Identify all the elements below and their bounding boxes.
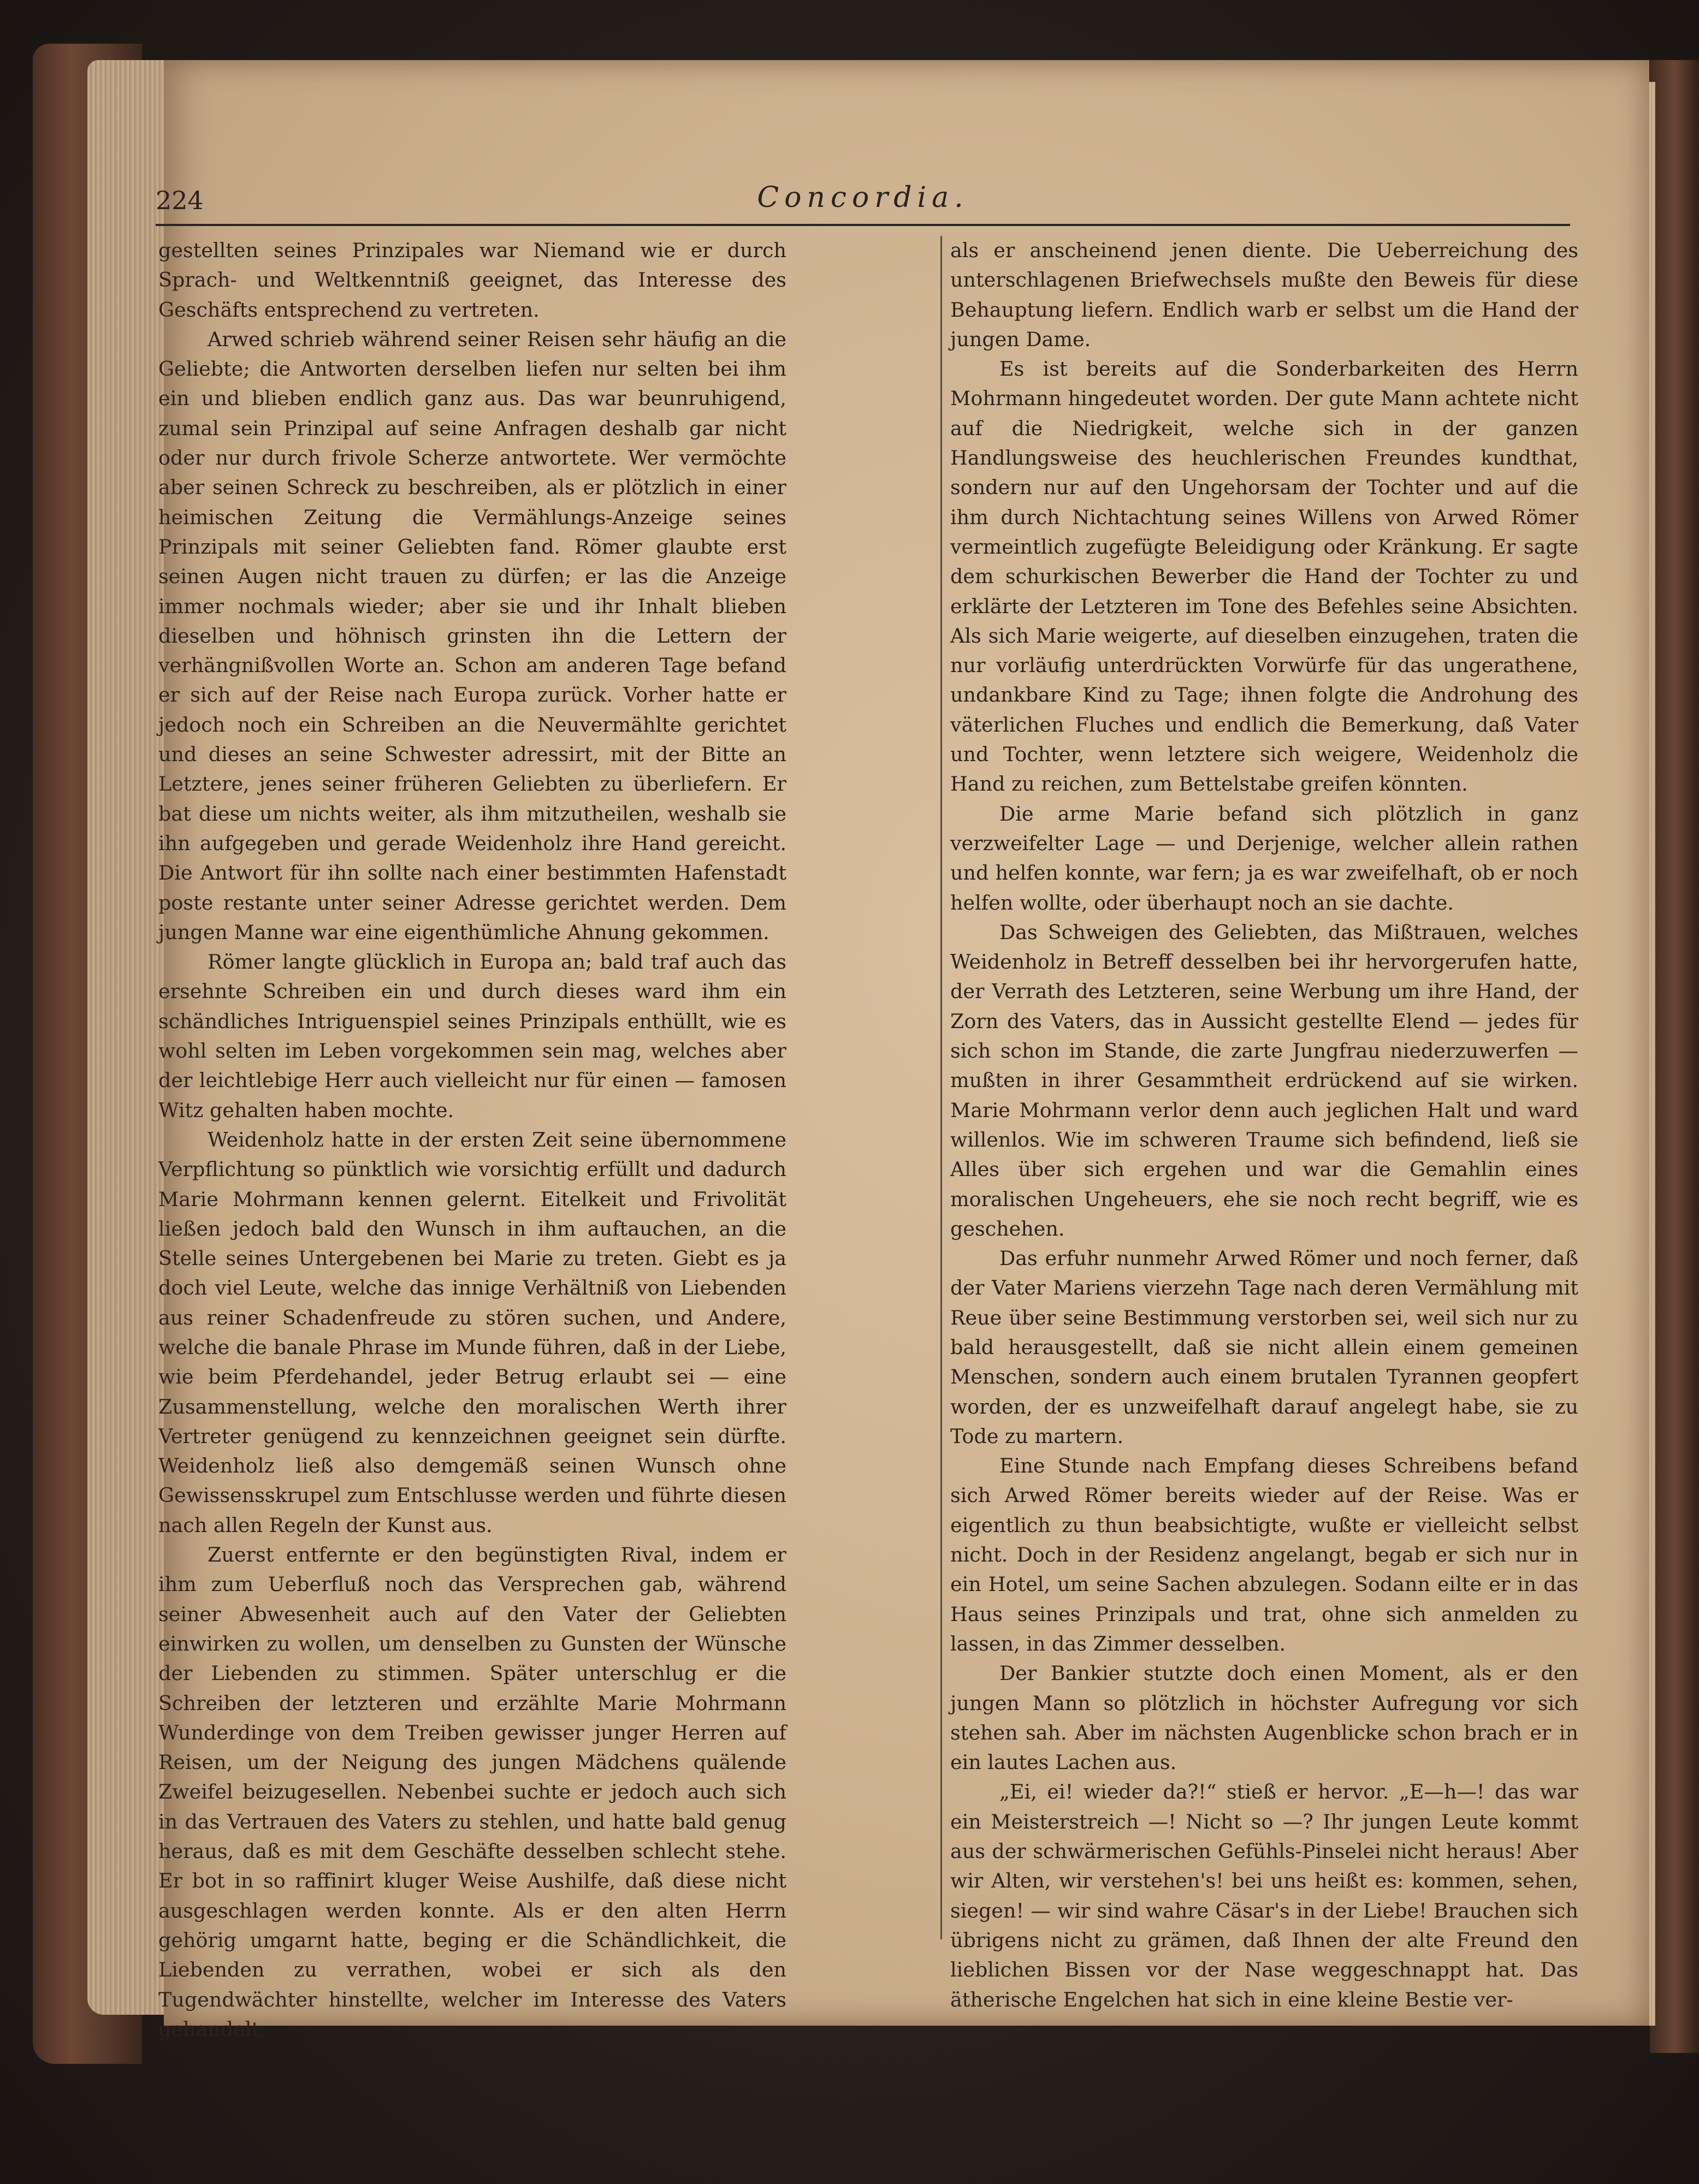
journal-title: Concordia. xyxy=(757,181,969,214)
paragraph: Es ist bereits auf die Sonderbarkeiten des Herrn Mohrmann hingedeutet worden. Der gute Mann achtete nicht auf die Niedrigkeit, welche sich in der ganzen Handlungsweise des heuchlerischen Freundes kundthat, sondern nur auf den Ungehorsam der Tochter und auf die ihm durch Nichtachtung seines Willens von Arwed Römer vermeintlich zugefügte Beleidigung oder Kränkung. Er sagte dem schurkischen Bewerber die Hand der Tochter zu und erklärte der Letzteren im Tone des Befehles seine Absichten. Als sich Marie weigerte, auf dieselben einzugehen, traten die nur vorläufig unterdrückten Vorwürfe für das ungerathene, undankbare Kind zu Tage; ihnen folgte die Androhung des väterlichen Fluches und endlich die Bemerkung, daß Vater und Tochter, wenn letztere sich weigere, Weidenholz die Hand zu reichen, zum Bettelstabe greifen könnten. xyxy=(950,357,1578,796)
column-divider xyxy=(940,236,942,1939)
paragraph: Das Schweigen des Geliebten, das Mißtrauen, welches Weidenholz in Betreff desselben bei ihr hervorgerufen hatte, der Verrath des Letzteren, seine Werbung um ihre Hand, der Zorn des Vaters, das in Aussicht gestellte Elend — jedes für sich schon im Stande, die zarte Jungfrau niederzuwerfen — mußten in ihrer Gesammtheit erdrückend auf sie wirken. Marie Mohrmann verlor denn auch jeglichen Halt und ward willenlos. Wie im schweren Traume sich befindend, ließ sie Alles über sich ergehen und war die Gemahlin eines moralischen Ungeheuers, ehe sie noch recht begriff, wie es geschehen. xyxy=(950,920,1578,1241)
paragraph: Der Bankier stutzte doch einen Moment, als er den jungen Mann so plötzlich in höchster Aufregung vor sich stehen sah. Aber im nächsten Augenblicke schon brach er in ein lautes Lachen aus. xyxy=(950,1661,1578,1775)
text-column-right xyxy=(950,236,1578,2011)
text-column-left xyxy=(158,236,786,2041)
paragraph: Zuerst entfernte er den begünstigten Rival, indem er ihm zum Ueberfluß noch das Versprechen gab, während seiner Abwesenheit auch auf den Vater der Geliebten einwirken zu wollen, um denselben zu Gunsten der Wünsche der Liebenden zu stimmen. Später unterschlug er die Schreiben der letzteren und erzählte Marie Mohrmann Wunderdinge von dem Treiben gewisser junger Herren auf Reisen, um der Neigung des jungen Mädchens quälende Zweifel beizugesellen. Nebenbei suchte er jedoch auch sich in das Vertrauen des Vaters zu stehlen, und hatte bald genug heraus, daß es mit dem Geschäfte desselben schlecht stehe. Er bot in so raffinirt kluger Weise Aushilfe, daß diese nicht ausgeschlagen werden konnte. Als er den alten Herrn gehörig umgarnt hatte, beging er die Schändlichkeit, die Liebenden zu verrathen, wobei er sich als den Tugendwächter hinstellte, welcher im Interesse des Vaters gehandelt, xyxy=(158,1543,786,2041)
page-number: 224 xyxy=(156,186,204,215)
paragraph: „Ei, ei! wieder da?!“ stieß er hervor. „E—h—! das war ein Meisterstreich —! Nicht so —? Ihr jungen Leute kommt aus der schwärmerischen Gefühls-Pinselei nicht heraus! Aber wir Alten, wir verstehen's! bei uns heißt es: kommen, sehen, siegen! — wir sind wahre Cäsar's in der Liebe! Brauchen sich übrigens nicht zu grämen, daß Ihnen der alte Freund den lieblichen Bissen vor der Nase weggeschnappt hat. Das ätherische Engelchen hat sich in eine kleine Bestie ver- xyxy=(950,1780,1578,2011)
paragraph: gestellten seines Prinzipales war Niemand wie er durch Sprach- und Weltkenntniß geeignet, das Interesse des Geschäfts entsprechend zu vertreten. xyxy=(158,239,786,322)
running-head xyxy=(156,136,1570,226)
paragraph: Römer langte glücklich in Europa an; bald traf auch das ersehnte Schreiben ein und durch dieses ward ihm ein schändliches Intriguenspiel seines Prinzipals enthüllt, wie es wohl selten im Leben vorgekommen sein mag, welches aber der leichtlebige Herr auch vielleicht nur für einen — famosen Witz gehalten haben mochte. xyxy=(158,950,786,1122)
paragraph: Die arme Marie befand sich plötzlich in ganz verzweifelter Lage — und Derjenige, welcher allein rathen und helfen konnte, war fern; ja es war zweifelhaft, ob er noch helfen wollte, oder überhaupt noch an sie dachte. xyxy=(950,802,1578,915)
book-cover-right xyxy=(1650,60,1699,2053)
paragraph: als er anscheinend jenen diente. Die Ueberreichung des unterschlagenen Briefwechsels mußte den Beweis für diese Behauptung liefern. Endlich warb er selbst um die Hand der jungen Dame. xyxy=(950,239,1578,351)
paragraph: Weidenholz hatte in der ersten Zeit seine übernommene Verpflichtung so pünktlich wie vorsichtig erfüllt und dadurch Marie Mohrmann kennen gelernt. Eitelkeit und Frivolität ließen jedoch bald den Wunsch in ihm auftauchen, an die Stelle seines Untergebenen bei Marie zu treten. Giebt es ja doch viel Leute, welche das innige Verhältniß von Liebenden aus reiner Schadenfreude zu stören suchen, und Andere, welche die banale Phrase im Munde führen, daß in der Liebe, wie beim Pferdehandel, jeder Betrug erlaubt sei — eine Zusammenstellung, welche den moralischen Werth ihrer Vertreter genügend zu kennzeichnen geeignet sein dürfte. Weidenholz ließ also demgemäß seinen Wunsch ohne Gewissensskrupel zum Entschlusse werden und führte diesen nach allen Regeln der Kunst aus. xyxy=(158,1127,786,1537)
paragraph: Arwed schrieb während seiner Reisen sehr häufig an die Geliebte; die Antworten derselben liefen nur selten bei ihm ein und blieben endlich ganz aus. Das war beunruhigend, zumal sein Prinzipal auf seine Anfragen deshalb gar nicht oder nur durch frivole Scherze antwortete. Wer vermöchte aber seinen Schreck zu beschreiben, als er plötzlich in einer heimischen Zeitung die Vermählungs-Anzeige seines Prinzipals mit seiner Geliebten fand. Römer glaubte erst seinen Augen nicht trauen zu dürfen; er las die Anzeige immer nochmals wieder; aber sie und ihr Inhalt blieben dieselben und höhnisch grinsten ihn die Lettern der verhängnißvollen Worte an. Schon am anderen Tage befand er sich auf der Reise nach Europa zurück. Vorher hatte er jedoch noch ein Schreiben an die Neuvermählte gerichtet und dieses an seine Schwester adressirt, mit der Bitte an Letztere, jenes seiner früheren Geliebten zu überliefern. Er bat diese um nichts weiter, als ihm mitzutheilen, weshalb sie ihn aufgegeben und gerade Weidenholz ihre Hand gereicht. Die Antwort für ihn sollte nach einer bestimmten Hafenstadt poste restante unter seiner Adresse gerichtet werden. Dem jungen Manne war eine eigenthümliche Ahnung gekommen. xyxy=(158,327,786,944)
paragraph: Eine Stunde nach Empfang dieses Schreibens befand sich Arwed Römer bereits wieder auf der Reise. Was er eigentlich zu thun beabsichtigte, wußte er vielleicht selbst nicht. Doch in der Residenz angelangt, begab er sich nur in ein Hotel, um seine Sachen abzulegen. Sodann eilte er in das Haus seines Prinzipals und trat, ohne sich anmelden zu lassen, in das Zimmer desselben. xyxy=(950,1454,1578,1655)
paragraph: Das erfuhr nunmehr Arwed Römer und noch ferner, daß der Vater Mariens vierzehn Tage nach deren Vermählung mit Reue über seine Bestimmung verstorben sei, weil sich nur zu bald herausgestellt, daß sie nicht allein einem gemeinen Menschen, sondern auch einem brutalen Tyrannen geopfert worden, der es unzweifelhaft darauf angelegt habe, sie zu Tode zu martern. xyxy=(950,1247,1578,1448)
